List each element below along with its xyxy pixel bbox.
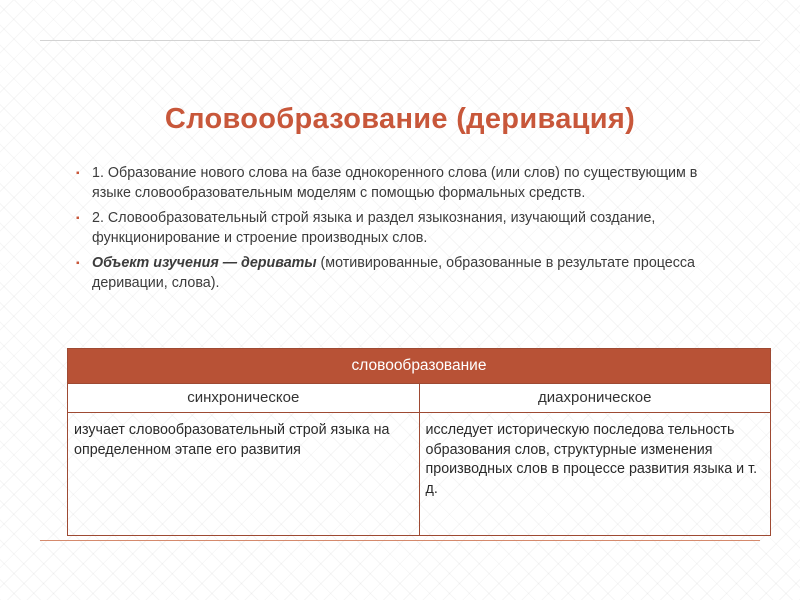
bullet-text: 1. Образование нового слова на базе однокоренного слова (или слов) по существующим в языке словообразовательным моделям с помощью формальных средств. xyxy=(92,165,698,201)
bullet-marker-icon: ▪ xyxy=(76,258,80,269)
slide-title: Словообразование (деривация) xyxy=(164,103,636,135)
diachronic-description: исследует историческую последова тельность образования слов, структурные изменения производных слов в процессе развития языка и т. д. xyxy=(419,413,771,536)
synchronic-description: изучает словообразовательный строй языка на определенном этапе его развития xyxy=(68,413,420,536)
bullet-text: (мотивированные, образованные в результате процесса деривации, слова). xyxy=(92,255,695,291)
bullet-item xyxy=(76,209,731,248)
bullet-emphasis: Объект изучения — дериваты xyxy=(92,255,317,271)
bottom-divider xyxy=(40,540,760,541)
bullet-item xyxy=(76,254,731,293)
bullet-item xyxy=(76,164,731,203)
word-formation-table xyxy=(67,348,771,536)
bullet-marker-icon: ▪ xyxy=(76,168,80,179)
bullet-marker-icon: ▪ xyxy=(76,213,80,224)
bullet-text: 2. Словообразовательный строй языка и раздел языкознания, изучающий создание, функционирование и строение производных слов. xyxy=(92,210,656,246)
column-header-synchronic: синхроническое xyxy=(68,384,420,413)
column-header-diachronic: диахроническое xyxy=(419,384,771,413)
table-header: словообразование xyxy=(68,349,771,384)
top-divider xyxy=(40,40,760,41)
bullet-list xyxy=(76,164,731,299)
